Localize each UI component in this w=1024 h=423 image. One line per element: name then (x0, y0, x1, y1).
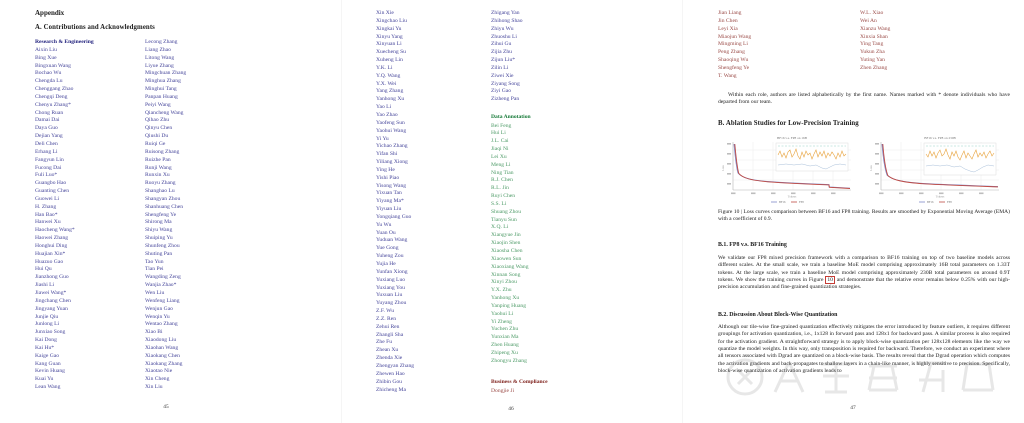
author-name: Xin Xie (376, 10, 394, 16)
author-name: Ning Tian (491, 169, 514, 176)
author-name: Yuchen Zhu (491, 326, 519, 333)
page-number: 45 (163, 404, 169, 410)
author-name: Yi Yu (376, 135, 389, 142)
author-name: Z.F. Wu (376, 308, 395, 315)
author-name: Jingchang Chen (35, 297, 71, 304)
relative-error-inset (924, 143, 996, 175)
data-annotation-header: Data Annotation (491, 114, 531, 120)
author-name: Yuheng Zou (376, 253, 404, 260)
author-name: Xinyuan Li (376, 41, 402, 48)
author-name: Yixuan Tan (376, 190, 402, 197)
author-name: Jiaqi Ni (491, 146, 509, 153)
authors-compliance-col2 (860, 10, 890, 73)
author-name: Wanjia Zhao* (145, 282, 177, 289)
author-name: Leyi Xia (718, 25, 738, 32)
author-name: Fuli Luo* (35, 172, 58, 179)
author-name: Yukun Zha (860, 49, 885, 56)
author-name: Kuai Yu (35, 376, 54, 383)
author-name: Jiawei Wang* (35, 290, 67, 296)
author-name: Qiushi Du (145, 133, 169, 140)
author-name: Bei Feng (491, 122, 512, 129)
authors-research-col4 (491, 10, 523, 104)
author-name: Jin Chen (718, 17, 738, 24)
author-name: Qihao Zhu (145, 117, 170, 124)
author-name: Qiancheng Wang (145, 109, 184, 116)
author-name: Zilin Li (491, 64, 509, 71)
author-name: Xiaotao Nie (145, 368, 173, 375)
author-name: Shaoqing Wu (718, 57, 749, 64)
author-name: Chenyu Zhang* (35, 101, 71, 108)
section-b2-paragraph: Although our tile-wise fine-grained quantization effectively mitigates the error introduced by feature outliers, it requires different groupings for activation quantization, i.e., 1x128 in forward pass and 128x1 for backward pass. A similar process is also required for the activation gradient. A straightforward strategy is to apply block-wise quantization per 128x128 elements like the way we quantize the model weights. In this way, only transposition is required for backward. Therefore, we conduct an experiment where all tensors associated with Dgrad are quantized on a block-wise basis. The results reveal that the Dgrad operation which computes the activation gradients and back-propagates to shallow layers in a chain-like manner, is highly sensitive to precision. Specifically, block-wise quantization of activation gradients leads to (718, 324, 1010, 375)
author-name: J.L. Cai (491, 138, 509, 145)
author-name: Zhuoshu Li (491, 33, 517, 40)
author-name: Xiaowen Sun (491, 255, 522, 262)
authors-research-col3 (376, 10, 414, 394)
author-name: Yishi Piao (376, 174, 400, 181)
author-name: Guangbo Hao (35, 180, 67, 187)
author-name: R.L. Jin (491, 185, 509, 192)
author-name: Shirong Ma (145, 219, 172, 226)
author-name: Honghui Ding (35, 242, 68, 249)
author-name: Yujia He (376, 261, 396, 267)
author-name: Yuyang Zhou (376, 300, 407, 307)
author-name: Chong Ruan (35, 109, 64, 116)
author-name: Xiaohan Wang (145, 344, 179, 351)
author-name: Yaohui Wang (376, 127, 407, 134)
author-name: Zizheng Pan (491, 96, 520, 103)
author-name: Ruisong Zhang (145, 148, 180, 155)
author-name: Xinyu Yang (376, 33, 403, 40)
author-name: Bingxuan Wang (35, 62, 71, 69)
author-name: Zijun Liu* (491, 57, 516, 64)
author-name: Shuang Zhou (491, 208, 521, 215)
author-name: Junlong Li (35, 321, 60, 328)
author-name: Kang Guan (35, 360, 61, 367)
author-name: W.L. Xiao (860, 10, 884, 16)
author-name: Shunfeng Zhou (145, 242, 180, 249)
author-name: Panpan Huang (145, 93, 178, 100)
author-name: Xinnan Song (491, 271, 521, 278)
author-name: Xiangyue Jin (491, 232, 521, 239)
y-axis-label: Loss (721, 165, 725, 171)
author-name: Zhicheng Ma (376, 386, 406, 393)
author-name: Junxiao Song (35, 329, 66, 336)
appendix-label: Appendix (35, 9, 65, 17)
author-name: Wenfeng Liang (145, 297, 180, 304)
author-name: Ying He (376, 166, 395, 173)
author-name: Xingkai Yu (376, 25, 402, 32)
author-name: Shanghao Lu (145, 188, 175, 195)
author-name: Zhihong Shao (491, 17, 523, 24)
author-name: Guowei Li (35, 195, 60, 202)
author-name: Junjie Qiu (35, 313, 59, 320)
author-name: Tao Yun (145, 258, 164, 265)
b1-text-after-ref: and demonstrate that the relative error remains below 0.25% with our high-precision accumulation and fine-grained quantization strategies. (718, 277, 1010, 291)
author-name: Zhiyu Wu (491, 25, 514, 32)
author-name: Ruiqi Ge (145, 140, 166, 147)
author-name: Zhengyan Zhang (376, 362, 415, 369)
author-name: Zhen Zhang (860, 64, 888, 71)
author-name: Kai Dong (35, 337, 57, 344)
author-name: Kai Hu* (35, 344, 55, 351)
authors-research-col2 (145, 39, 186, 392)
author-name: Wenqin Yu (145, 313, 170, 320)
author-name: Zhangli Sha (376, 331, 404, 338)
author-name: Xinxia Shan (860, 33, 888, 40)
author-name: Shengfeng Ye (718, 64, 750, 71)
author-name: Shengfeng Ye (145, 211, 177, 218)
author-name: Fangyun Lin (35, 156, 64, 163)
author-name: Fucong Dai (35, 164, 62, 171)
author-name: Huajian Xin* (35, 250, 66, 257)
author-name: Shiyu Wang (145, 227, 173, 234)
author-name: Hanwei Xu (35, 219, 61, 226)
research-engineering-header: Research & Engineering (35, 39, 94, 45)
svg-text:BF16: BF16 (927, 200, 934, 205)
section-b-title: B. Ablation Studies for Low-Precision Training (718, 120, 859, 127)
author-name: Wentao Zhang (145, 321, 178, 328)
author-name: Xiaojin Shen (491, 240, 521, 247)
author-name: Y.K. Li (376, 64, 393, 71)
author-name: Jianzhong Guo (35, 274, 69, 281)
author-name: Shuting Pan (145, 250, 173, 257)
author-name: Yiliang Xiong (376, 159, 408, 166)
author-name: Chenggang Zhao (35, 86, 74, 93)
author-name: Yi Zheng (491, 318, 512, 325)
authors-annotation-col (491, 123, 529, 366)
author-name: Xiaokang Chen (145, 352, 180, 359)
author-name: Kaige Gao (35, 352, 60, 359)
author-name: Yaofeng Sun (376, 119, 405, 126)
figure-10-loss-curves (719, 132, 1005, 206)
author-name: Wei An (860, 17, 877, 24)
page-47 (682, 0, 1023, 423)
author-name: Chengda Lu (35, 78, 63, 85)
author-name: Ruoyu Zhang (145, 180, 176, 187)
author-name: Xinyi Zhou (491, 279, 517, 286)
section-b1-title: B.1. FP8 v.s. BF16 Training (718, 242, 787, 248)
author-name: Xiaodong Liu (145, 337, 177, 344)
plot-legend (919, 200, 952, 204)
loss-plot-16b (719, 132, 857, 206)
author-name: Hui Qu (35, 266, 52, 273)
author-name: T. Wang (718, 72, 737, 79)
author-name: Xiaokang Zhang (145, 360, 183, 367)
author-name: Lei Xu (491, 153, 507, 160)
author-name: S.S. Li (491, 200, 507, 207)
author-name: Xin Cheng (145, 376, 170, 383)
author-name: Hui Li (491, 130, 506, 137)
author-name: Zhenda Xie (376, 355, 403, 362)
author-name: Yu Wu (376, 221, 392, 228)
b1-text-before-ref: We validate our FP8 mixed precision framework with a comparison to BF16 training on top of two baseline models across different scales. At the small scale, we train a baseline MoE model comprising approximately 16B total parameters on 1.33T tokens. At the large scale, we train a baseline MoE model comprising approximately 230B total parameters on around 0.9T tokens. We show the training curves in Figure (718, 255, 1010, 284)
author-name: Yanping Huang (491, 302, 527, 309)
author-name: Yunfan Xiong (376, 268, 408, 275)
author-name: Liang Zhao (145, 46, 171, 53)
svg-text:FP8: FP8 (947, 200, 952, 205)
section-b1-paragraph (718, 255, 1010, 292)
author-name: Minghua Zhang (145, 78, 181, 85)
author-name: Ziwei Xie (491, 72, 514, 79)
author-name: Jian Liang (718, 10, 742, 16)
author-name: Shangyan Zhou (145, 195, 181, 202)
author-name: Zhen Huang (491, 342, 519, 349)
author-name: Runxin Xu (145, 172, 170, 179)
x-axis-label: Tokens (787, 194, 797, 199)
author-name: Shuiping Yu (145, 235, 173, 242)
author-name: Jingyang Yuan (35, 305, 68, 312)
author-name: Guanting Chen (35, 188, 70, 195)
author-name: Xianzu Wang (860, 25, 891, 32)
author-name: Yaohui Li (491, 310, 514, 317)
authors-research-col1 (35, 47, 75, 392)
author-name: Bing Xue (35, 54, 57, 61)
author-name: Ying Tang (860, 41, 884, 48)
author-name: Miaojun Wang (718, 33, 752, 40)
page-number: 47 (850, 405, 856, 411)
author-name: Kevin Huang (35, 368, 65, 375)
author-name: Zihui Gu (491, 41, 512, 48)
author-name: Aixin Liu (35, 46, 57, 53)
author-name: Yisong Wang (376, 182, 407, 189)
author-name: Y.X. Zhu (491, 287, 512, 294)
author-name: Wen Liu (145, 290, 165, 296)
author-name: Peiyi Wang (145, 101, 171, 108)
section-a-title: A. Contributions and Acknowledgments (35, 24, 155, 31)
author-name: Xiao Bi (145, 329, 163, 336)
author-name: Meng Li (491, 161, 511, 168)
authors-compliance-col1 (718, 10, 751, 81)
author-name: Peng Zhang (718, 49, 745, 56)
author-name: Yuting Yan (860, 57, 885, 64)
page-number: 46 (508, 406, 514, 412)
authorship-note: Within each role, authors are listed alphabetically by the first name. Names marked with * denote individuals who have departed from our team. (718, 92, 1010, 106)
author-name: Yuxiang Luo (376, 276, 406, 283)
author-name: Yuxuan Liu (376, 292, 403, 299)
author-name: Zhigang Yan (491, 10, 520, 16)
author-name: Xuheng Lin (376, 57, 403, 64)
author-name: Dejian Yang (35, 133, 63, 140)
author-name: Minghui Tang (145, 86, 177, 93)
author-name: Zehui Ren (376, 323, 400, 330)
author-name: Z.Z. Ren (376, 315, 397, 322)
author-name: Shanhuang Chen (145, 203, 184, 210)
author-name: Yuan Ou (376, 229, 396, 236)
author-name: Zhe Fu (376, 339, 393, 346)
author-name: Xiaosha Chen (491, 248, 523, 254)
author-name: Yiyuan Liu (376, 206, 402, 213)
author-name: Haocheng Wang* (35, 227, 75, 234)
author-name: Liyue Zhang (145, 62, 174, 69)
author-name: Y.X. Wei (376, 80, 397, 87)
figure-10-caption: Figure 10 | Loss curves comparison between BF16 and FP8 training. Results are smoothed by Exponential Moving Average (EMA) with a coefficient of 0.9. (718, 209, 1010, 223)
author-name: Daya Guo (35, 125, 58, 132)
author-name: Qinyu Chen (145, 125, 173, 132)
x-axis-label: Tokens (935, 194, 945, 199)
author-name: Ziyang Song (491, 80, 520, 87)
author-name: Yanhong Xu (376, 96, 405, 103)
author-name: Tian Pei (145, 266, 164, 273)
author-name: Tianyu Sun (491, 216, 517, 223)
author-name: Xuecheng Su (376, 49, 406, 56)
author-name: Runji Wang (145, 164, 172, 171)
plot-title: BF16 v.s. FP8 on 16B (777, 136, 807, 140)
page-45 (0, 0, 341, 423)
author-name: Zhipeng Xu (491, 349, 518, 356)
author-name: R.J. Chen (491, 177, 513, 184)
svg-text:FP8: FP8 (799, 200, 804, 205)
author-name: Chengqi Deng (35, 93, 68, 100)
author-name: Wenjun Gao (145, 305, 173, 312)
author-name: Xin Liu (145, 384, 163, 391)
author-name: Zhongyu Zhang (491, 357, 527, 364)
svg-text:BF16: BF16 (779, 200, 786, 205)
author-name: Yiyang Ma* (376, 198, 404, 205)
author-name: Yongqiang Guo (376, 213, 412, 220)
author-name: Wangding Zeng (145, 274, 181, 281)
author-name: Erhang Li (35, 148, 58, 155)
author-name: Zhewen Hao (376, 370, 405, 377)
author-name: Yang Zhang (376, 88, 404, 95)
author-name: Yao Li (376, 104, 392, 111)
y-axis-label: Loss (869, 165, 873, 171)
author-name: Ziyi Gao (491, 88, 512, 95)
page-46 (341, 0, 682, 423)
author-name: H. Zhang (35, 203, 57, 210)
author-name: Ruizhe Pan (145, 156, 171, 163)
author-name: Xingchao Liu (376, 17, 407, 24)
author-name: Yuxiang You (376, 284, 405, 291)
author-name: Haowei Zhang (35, 235, 69, 242)
author-name: Han Bao* (35, 211, 58, 218)
loss-plot-230b (867, 132, 1005, 206)
business-compliance-header: Business & Compliance (491, 379, 548, 385)
author-name: Ruyi Chen (491, 193, 516, 200)
author-name: Yao Zhao (376, 111, 398, 118)
author-name: Yichao Zhang (376, 143, 408, 150)
author-name: Xiaoxiang Wang (491, 263, 529, 270)
author-name: Yifan Shi (376, 151, 398, 158)
author-name: Jiashi Li (35, 282, 55, 289)
author-name: Mingchuan Zhang (145, 70, 187, 77)
author-name: Deli Chen (35, 140, 58, 147)
authors-compliance-col (491, 388, 514, 396)
author-name: Bochao Wu (35, 70, 62, 77)
author-name: Zhean Xu (376, 347, 399, 354)
section-b2-title: B.2. Discussion About Block-Wise Quantization (718, 312, 838, 318)
author-name: Yue Gong (376, 245, 399, 252)
relative-error-inset (776, 143, 848, 171)
plot-title: BF16 v.s. FP8 on 230B (924, 136, 956, 140)
author-name: Yuduan Wang (376, 237, 408, 244)
author-name: Zijia Zhu (491, 49, 512, 56)
author-name: Mingming Li (718, 41, 748, 48)
author-name: Litong Wang (145, 54, 175, 61)
author-name: Y.Q. Wang (376, 72, 401, 79)
author-name: Lean Wang (35, 384, 61, 391)
author-name: X.Q. Li (491, 224, 509, 231)
author-name: Damai Dai (35, 117, 60, 124)
author-name: Zhibin Gou (376, 378, 402, 385)
figure-10-ref-link[interactable]: 10 (827, 277, 833, 284)
author-name: Lecong Zhang (145, 39, 178, 45)
author-name: Yunxian Ma (491, 334, 519, 341)
author-name: Huazuo Gao (35, 258, 64, 265)
author-name: Dongjie Ji (491, 387, 515, 394)
plot-legend (771, 200, 804, 204)
author-name: Yanhong Xu (491, 295, 520, 302)
